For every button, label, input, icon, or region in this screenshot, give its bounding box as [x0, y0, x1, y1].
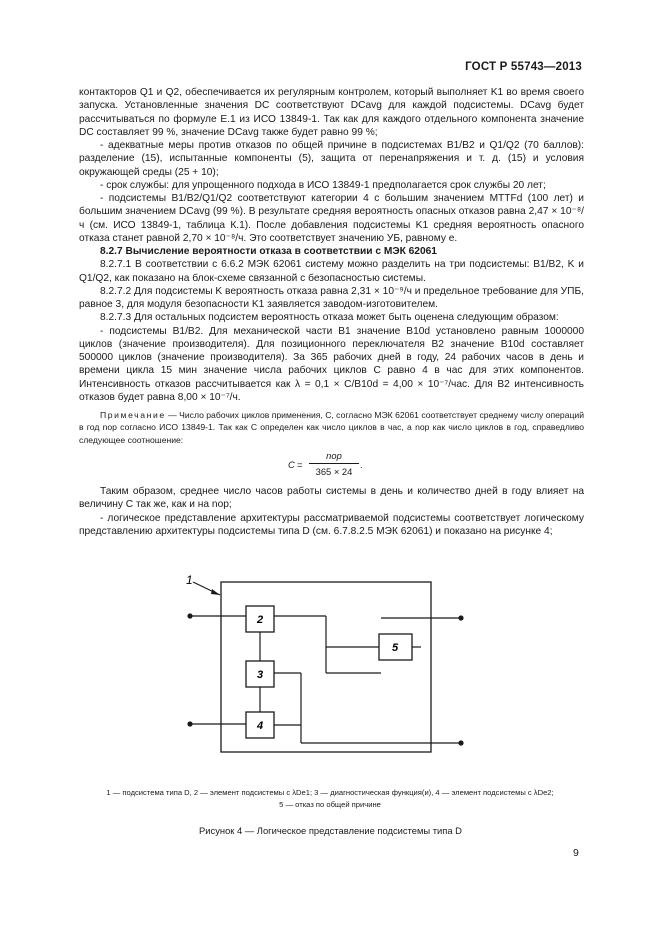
paragraph-10: - логическое представление архитектуры рассматриваемой подсистемы соответствует логическому представлению архитектуры подсистемы типа D (см. 6.7.8.2.5 МЭК 62061) и показано на рисунке 4;: [79, 512, 584, 537]
figure-4-diagram: [176, 568, 476, 773]
paragraph-1: контакторов Q1 и Q2, обеспечивается их регулярным контролем, который выполняет K1 во время своего запуска. Установленные значения DC соответствуют DCavg для каждой подсистемы. DCavg будет рассчитываться по формуле Е.1 из ИСО 13849-1. Так как для каждого отдельного компонента значение DC составляет 99 %, значение DCavg также будет равно 99 %;: [79, 87, 584, 138]
figure-legend: [47, 787, 613, 810]
formula-end: .: [360, 459, 363, 471]
paragraph-2: - адекватные меры против отказов по общей причине в подсистемах B1/B2 и Q1/Q2 (70 баллов): разделение (15), испытанные компоненты (5), защита от перенапряжения и т. д. (15) и условия окружающей среды (25 + 10);: [79, 140, 584, 178]
paragraph-6: 8.2.7.2 Для подсистемы K вероятность отказа равна 2,31 × 10⁻⁹/ч и предельное требование для УПБ, равное 3, для модуля безопасности K1 заявляется заводом-изготовителем.: [79, 285, 584, 310]
section-title: 8.2.7 Вычисление вероятности отказа в соответствии с МЭК 62061: [100, 246, 437, 257]
callout-arrowhead: [211, 589, 220, 595]
legend-line-1: 1 — подсистема типа D, 2 — элемент подсистемы с λDe1; 3 — диагностическая функция(и), 4 — элемент подсистемы с λDe2;: [106, 788, 554, 797]
formula-numerator: nop: [309, 449, 359, 464]
document-header: ГОСТ Р 55743—2013: [465, 61, 582, 73]
input-terminal-top: [187, 613, 192, 618]
note-text: — Число рабочих циклов применения, C, согласно МЭК 62061 соответствует среднему числу операций в год nop согласно ИСО 13849-1. Так как C определен как число циклов в час, а nop как число циклов в год, справедливо следующее соотношение:: [79, 410, 585, 445]
formula-fraction: [309, 449, 359, 479]
block-2-label: 2: [256, 614, 264, 626]
legend-line-2: 5 — отказ по общей причине: [279, 799, 381, 809]
paragraph-4: - подсистемы B1/B2/Q1/Q2 соответствуют категории 4 с большим значением MTTFd (100 лет) и большим значением DCavg (99 %). В результате средняя вероятность опасных отказов равна 2,47 × 10⁻⁸/ч (см. ИСО 13849-1, таблица К.1). После добавления подсистемы K1 средняя вероятность опасного отказа станет равной 2,70 × 10⁻⁸/ч. Это соответствует значению УБ, равному e.: [79, 193, 584, 244]
note-label: Примечание: [100, 410, 166, 420]
paragraph-9: Таким образом, среднее число часов работы системы в день и количество дней в году влияет на величину C так же, как и на nop;: [79, 486, 584, 511]
paragraph-7: 8.2.7.3 Для остальных подсистем вероятность отказа может быть оценена следующим образом:: [100, 312, 559, 324]
figure-caption: Рисунок 4 — Логическое представление подсистемы типа D: [199, 825, 462, 836]
callout-1-label: 1: [186, 573, 193, 587]
note: [79, 409, 584, 446]
paragraph-3: - срок службы: для упрощенного подхода в ИСО 13849-1 предполагается срок службы 20 лет;: [100, 179, 546, 191]
block-5-label: 5: [391, 642, 399, 654]
formula-lhs: C: [288, 459, 295, 471]
output-terminal-bottom: [458, 740, 463, 745]
input-terminal-bottom: [187, 721, 192, 726]
formula: [79, 447, 584, 479]
page-content: [79, 86, 584, 538]
paragraph-8: - подсистемы B1/B2. Для механической части B1 значение B10d установлено равным 1000000 циклов (значение производителя). Для позиционного переключателя B2 значение B10d составляет 500000 циклов (значение производителя). За 365 рабочих дней в году, 24 рабочих часов в день и времени цикла 15 мин значение числа рабочих циклов C равно 4 в час для этих компонентов. Интенсивность отказов рассчитывается как λ = 0,1 × C/B10d = 4,00 × 10⁻⁷/час. Для B2 интенсивность отказов будет равна 8,00 × 10⁻⁷/ч.: [79, 325, 584, 403]
diagram-svg: [176, 568, 476, 773]
page-number: 9: [573, 847, 579, 859]
output-terminal-top: [458, 615, 463, 620]
formula-denominator: 365 × 24: [315, 466, 353, 478]
block-4-label: 4: [256, 720, 264, 732]
formula-equals: =: [297, 459, 303, 471]
block-3-label: 3: [256, 669, 264, 681]
paragraph-5: 8.2.7.1 В соответствии с 6.6.2 МЭК 62061 систему можно разделить на три подсистемы: B1/B2, K и Q1/Q2, как показано на блок-схеме связанной с безопасностью системы.: [79, 259, 584, 284]
